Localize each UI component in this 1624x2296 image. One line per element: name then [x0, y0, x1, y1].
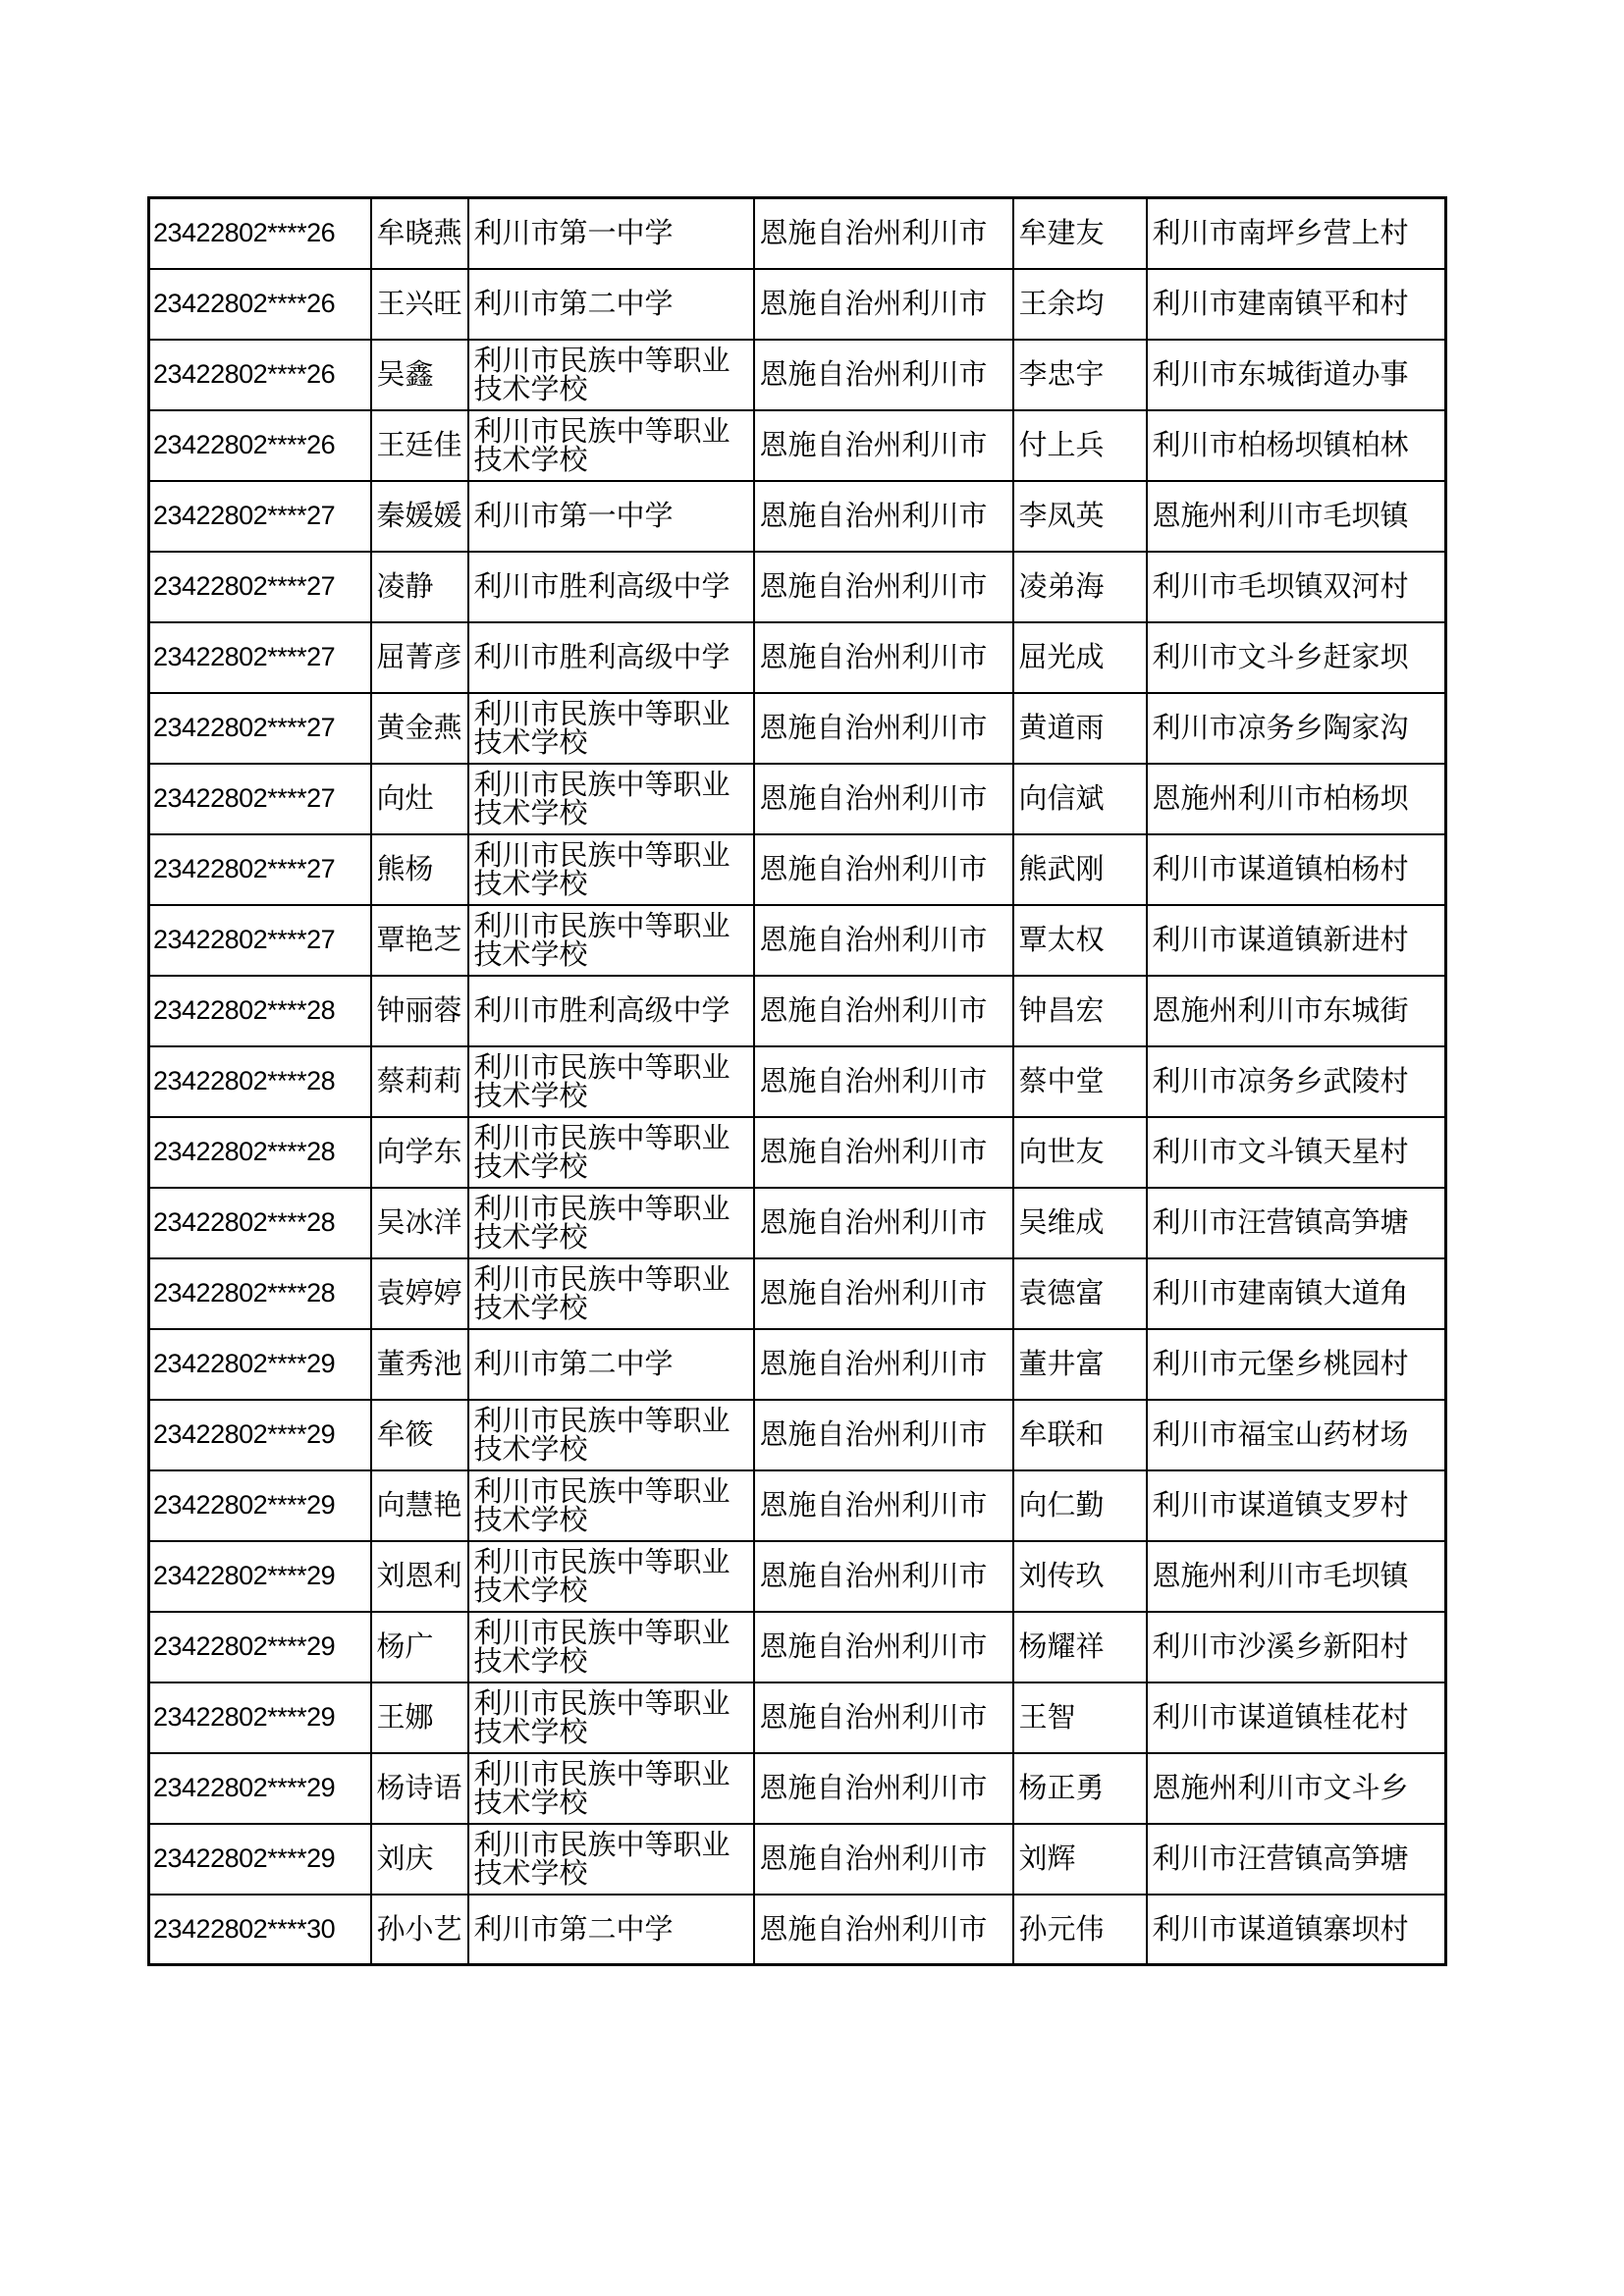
name-cell: 杨广	[371, 1612, 468, 1682]
region-cell: 恩施自治州利川市	[754, 1046, 1013, 1117]
region-cell: 恩施自治州利川市	[754, 340, 1013, 410]
name-cell: 袁婷婷	[371, 1258, 468, 1329]
name-cell: 向慧艳	[371, 1470, 468, 1541]
name-cell: 王娜	[371, 1682, 468, 1753]
region-cell: 恩施自治州利川市	[754, 269, 1013, 340]
guardian-cell: 覃太权	[1013, 905, 1147, 976]
id-cell: 23422802****29	[149, 1682, 371, 1753]
table-row	[149, 1612, 1446, 1682]
guardian-cell: 王智	[1013, 1682, 1147, 1753]
address-cell: 利川市东城街道办事	[1147, 340, 1446, 410]
school-cell: 利川市胜利高级中学	[468, 976, 754, 1046]
school-cell: 利川市民族中等职业技术学校	[468, 1753, 754, 1824]
school-cell: 利川市民族中等职业技术学校	[468, 1400, 754, 1470]
guardian-cell: 李忠宇	[1013, 340, 1147, 410]
table-row	[149, 410, 1446, 481]
school-cell: 利川市民族中等职业技术学校	[468, 693, 754, 764]
school-cell: 利川市民族中等职业技术学校	[468, 1682, 754, 1753]
region-cell: 恩施自治州利川市	[754, 1400, 1013, 1470]
guardian-cell: 杨耀祥	[1013, 1612, 1147, 1682]
guardian-cell: 钟昌宏	[1013, 976, 1147, 1046]
id-cell: 23422802****29	[149, 1612, 371, 1682]
guardian-cell: 蔡中堂	[1013, 1046, 1147, 1117]
school-cell: 利川市胜利高级中学	[468, 622, 754, 693]
name-cell: 杨诗语	[371, 1753, 468, 1824]
guardian-cell: 刘辉	[1013, 1824, 1147, 1895]
table-row	[149, 1824, 1446, 1895]
region-cell: 恩施自治州利川市	[754, 1612, 1013, 1682]
name-cell: 覃艳芝	[371, 905, 468, 976]
address-cell: 利川市福宝山药材场	[1147, 1400, 1446, 1470]
school-cell: 利川市民族中等职业技术学校	[468, 1258, 754, 1329]
roster-body	[149, 198, 1446, 1965]
table-row	[149, 481, 1446, 552]
region-cell: 恩施自治州利川市	[754, 1682, 1013, 1753]
table-row	[149, 1117, 1446, 1188]
school-cell: 利川市胜利高级中学	[468, 552, 754, 622]
region-cell: 恩施自治州利川市	[754, 1895, 1013, 1965]
table-row	[149, 1046, 1446, 1117]
id-cell: 23422802****27	[149, 481, 371, 552]
region-cell: 恩施自治州利川市	[754, 1541, 1013, 1612]
region-cell: 恩施自治州利川市	[754, 834, 1013, 905]
school-cell: 利川市民族中等职业技术学校	[468, 1541, 754, 1612]
id-cell: 23422802****26	[149, 269, 371, 340]
region-cell: 恩施自治州利川市	[754, 1470, 1013, 1541]
school-cell: 利川市第一中学	[468, 198, 754, 269]
name-cell: 凌静	[371, 552, 468, 622]
guardian-cell: 向信斌	[1013, 764, 1147, 834]
roster-table	[147, 196, 1447, 1966]
region-cell: 恩施自治州利川市	[754, 1117, 1013, 1188]
guardian-cell: 孙元伟	[1013, 1895, 1147, 1965]
id-cell: 23422802****26	[149, 340, 371, 410]
table-row	[149, 764, 1446, 834]
table-row	[149, 1682, 1446, 1753]
table-row	[149, 198, 1446, 269]
guardian-cell: 牟联和	[1013, 1400, 1147, 1470]
guardian-cell: 凌弟海	[1013, 552, 1147, 622]
id-cell: 23422802****28	[149, 1046, 371, 1117]
id-cell: 23422802****27	[149, 693, 371, 764]
name-cell: 吴冰洋	[371, 1188, 468, 1258]
name-cell: 熊杨	[371, 834, 468, 905]
name-cell: 刘庆	[371, 1824, 468, 1895]
address-cell: 利川市汪营镇高笋塘	[1147, 1824, 1446, 1895]
address-cell: 利川市建南镇平和村	[1147, 269, 1446, 340]
school-cell: 利川市民族中等职业技术学校	[468, 1824, 754, 1895]
guardian-cell: 吴维成	[1013, 1188, 1147, 1258]
id-cell: 23422802****29	[149, 1470, 371, 1541]
address-cell: 利川市建南镇大道角	[1147, 1258, 1446, 1329]
id-cell: 23422802****29	[149, 1824, 371, 1895]
name-cell: 董秀池	[371, 1329, 468, 1400]
address-cell: 利川市毛坝镇双河村	[1147, 552, 1446, 622]
table-row	[149, 622, 1446, 693]
id-cell: 23422802****28	[149, 1258, 371, 1329]
guardian-cell: 董井富	[1013, 1329, 1147, 1400]
id-cell: 23422802****27	[149, 552, 371, 622]
address-cell: 恩施州利川市文斗乡	[1147, 1753, 1446, 1824]
id-cell: 23422802****26	[149, 410, 371, 481]
school-cell: 利川市民族中等职业技术学校	[468, 1470, 754, 1541]
id-cell: 23422802****30	[149, 1895, 371, 1965]
table-row	[149, 834, 1446, 905]
table-row	[149, 340, 1446, 410]
address-cell: 利川市南坪乡营上村	[1147, 198, 1446, 269]
region-cell: 恩施自治州利川市	[754, 1188, 1013, 1258]
address-cell: 利川市谋道镇支罗村	[1147, 1470, 1446, 1541]
name-cell: 王兴旺	[371, 269, 468, 340]
name-cell: 钟丽蓉	[371, 976, 468, 1046]
table-row	[149, 1188, 1446, 1258]
address-cell: 利川市谋道镇新进村	[1147, 905, 1446, 976]
guardian-cell: 杨正勇	[1013, 1753, 1147, 1824]
id-cell: 23422802****27	[149, 622, 371, 693]
table-row	[149, 976, 1446, 1046]
table-row	[149, 693, 1446, 764]
address-cell: 恩施州利川市东城街	[1147, 976, 1446, 1046]
guardian-cell: 李凤英	[1013, 481, 1147, 552]
region-cell: 恩施自治州利川市	[754, 198, 1013, 269]
guardian-cell: 向世友	[1013, 1117, 1147, 1188]
id-cell: 23422802****28	[149, 1117, 371, 1188]
school-cell: 利川市第二中学	[468, 269, 754, 340]
guardian-cell: 熊武刚	[1013, 834, 1147, 905]
table-row	[149, 1258, 1446, 1329]
table-row	[149, 552, 1446, 622]
region-cell: 恩施自治州利川市	[754, 410, 1013, 481]
region-cell: 恩施自治州利川市	[754, 1824, 1013, 1895]
address-cell: 恩施州利川市柏杨坝	[1147, 764, 1446, 834]
table-row	[149, 1753, 1446, 1824]
name-cell: 向学东	[371, 1117, 468, 1188]
guardian-cell: 屈光成	[1013, 622, 1147, 693]
table-row	[149, 1895, 1446, 1965]
guardian-cell: 牟建友	[1013, 198, 1147, 269]
school-cell: 利川市民族中等职业技术学校	[468, 410, 754, 481]
address-cell: 利川市柏杨坝镇柏林	[1147, 410, 1446, 481]
id-cell: 23422802****29	[149, 1329, 371, 1400]
region-cell: 恩施自治州利川市	[754, 905, 1013, 976]
school-cell: 利川市民族中等职业技术学校	[468, 1046, 754, 1117]
address-cell: 利川市谋道镇桂花村	[1147, 1682, 1446, 1753]
school-cell: 利川市民族中等职业技术学校	[468, 1612, 754, 1682]
school-cell: 利川市民族中等职业技术学校	[468, 834, 754, 905]
table-row	[149, 269, 1446, 340]
id-cell: 23422802****29	[149, 1400, 371, 1470]
address-cell: 利川市谋道镇柏杨村	[1147, 834, 1446, 905]
region-cell: 恩施自治州利川市	[754, 481, 1013, 552]
region-cell: 恩施自治州利川市	[754, 764, 1013, 834]
name-cell: 秦媛媛	[371, 481, 468, 552]
address-cell: 利川市谋道镇寨坝村	[1147, 1895, 1446, 1965]
region-cell: 恩施自治州利川市	[754, 693, 1013, 764]
name-cell: 蔡莉莉	[371, 1046, 468, 1117]
table-row	[149, 1470, 1446, 1541]
table-row	[149, 1329, 1446, 1400]
region-cell: 恩施自治州利川市	[754, 976, 1013, 1046]
school-cell: 利川市民族中等职业技术学校	[468, 1117, 754, 1188]
address-cell: 利川市凉务乡武陵村	[1147, 1046, 1446, 1117]
guardian-cell: 袁德富	[1013, 1258, 1147, 1329]
table-row	[149, 905, 1446, 976]
guardian-cell: 黄道雨	[1013, 693, 1147, 764]
region-cell: 恩施自治州利川市	[754, 1258, 1013, 1329]
address-cell: 利川市沙溪乡新阳村	[1147, 1612, 1446, 1682]
school-cell: 利川市民族中等职业技术学校	[468, 905, 754, 976]
table-row	[149, 1400, 1446, 1470]
guardian-cell: 向仁勤	[1013, 1470, 1147, 1541]
name-cell: 牟晓燕	[371, 198, 468, 269]
id-cell: 23422802****26	[149, 198, 371, 269]
id-cell: 23422802****28	[149, 976, 371, 1046]
id-cell: 23422802****29	[149, 1541, 371, 1612]
guardian-cell: 王余均	[1013, 269, 1147, 340]
id-cell: 23422802****29	[149, 1753, 371, 1824]
school-cell: 利川市民族中等职业技术学校	[468, 1188, 754, 1258]
region-cell: 恩施自治州利川市	[754, 1753, 1013, 1824]
school-cell: 利川市民族中等职业技术学校	[468, 764, 754, 834]
address-cell: 利川市凉务乡陶家沟	[1147, 693, 1446, 764]
name-cell: 孙小艺	[371, 1895, 468, 1965]
name-cell: 屈菁彦	[371, 622, 468, 693]
region-cell: 恩施自治州利川市	[754, 1329, 1013, 1400]
id-cell: 23422802****27	[149, 834, 371, 905]
address-cell: 恩施州利川市毛坝镇	[1147, 1541, 1446, 1612]
guardian-cell: 刘传玖	[1013, 1541, 1147, 1612]
region-cell: 恩施自治州利川市	[754, 622, 1013, 693]
name-cell: 向灶	[371, 764, 468, 834]
name-cell: 刘恩利	[371, 1541, 468, 1612]
address-cell: 利川市文斗乡赶家坝	[1147, 622, 1446, 693]
name-cell: 王廷佳	[371, 410, 468, 481]
table-row	[149, 1541, 1446, 1612]
address-cell: 恩施州利川市毛坝镇	[1147, 481, 1446, 552]
id-cell: 23422802****27	[149, 764, 371, 834]
school-cell: 利川市民族中等职业技术学校	[468, 340, 754, 410]
school-cell: 利川市第一中学	[468, 481, 754, 552]
guardian-cell: 付上兵	[1013, 410, 1147, 481]
address-cell: 利川市元堡乡桃园村	[1147, 1329, 1446, 1400]
name-cell: 牟筱	[371, 1400, 468, 1470]
address-cell: 利川市文斗镇天星村	[1147, 1117, 1446, 1188]
id-cell: 23422802****27	[149, 905, 371, 976]
region-cell: 恩施自治州利川市	[754, 552, 1013, 622]
school-cell: 利川市第二中学	[468, 1329, 754, 1400]
address-cell: 利川市汪营镇高笋塘	[1147, 1188, 1446, 1258]
id-cell: 23422802****28	[149, 1188, 371, 1258]
name-cell: 黄金燕	[371, 693, 468, 764]
school-cell: 利川市第二中学	[468, 1895, 754, 1965]
name-cell: 吴鑫	[371, 340, 468, 410]
